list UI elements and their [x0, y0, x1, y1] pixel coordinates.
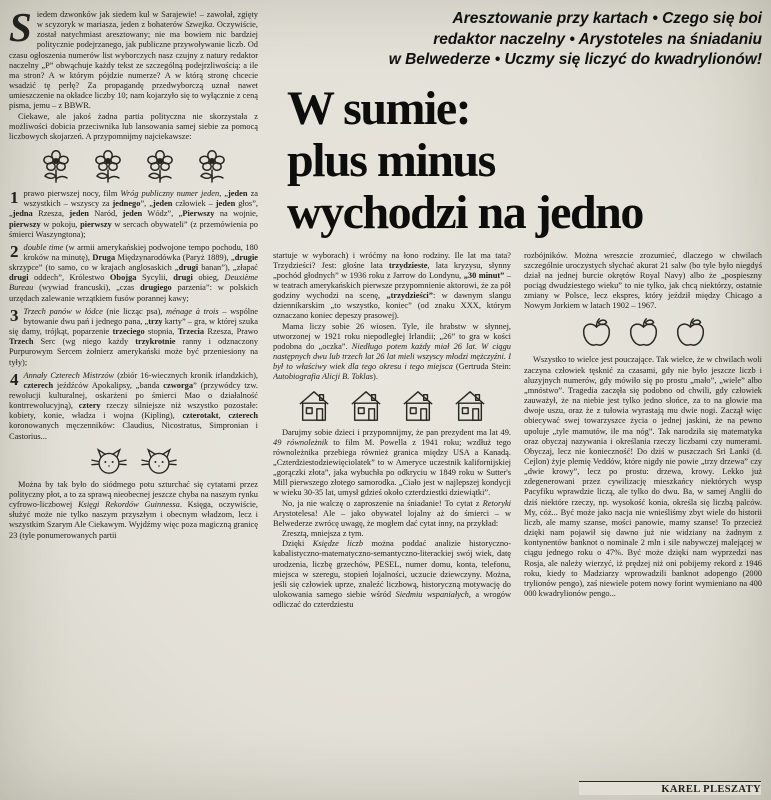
house-icon [451, 389, 489, 423]
byline: KAREL PLESZATY [579, 781, 761, 795]
list-number: 2 [10, 241, 19, 261]
house-icon-row [273, 389, 511, 423]
paragraph: Mama liczy sobie 26 wiosen. Tyle, ile hrabstw w słynnej, utworzonej w 1921 roku niepodległej Irlandii; „26” to gra w kości podobna do „oczka”. Niedługo potem każdy miał 26 lat. W ciągu następnych dwu lub trzech lat 26 lat mieli wszyscy młodzi mężczyźni. I był to właściwy wiek dla tego okresu i tego miejsca (Gertruda Stein: Autobiografia Alicji B. Toklas). [273, 321, 511, 382]
kicker-line-2: redaktor naczelny • Arystoteles na śniadaniu [433, 30, 762, 48]
kicker [273, 8, 762, 71]
cat-icon [91, 448, 127, 475]
headline-line-1: W sumie: [287, 81, 471, 135]
headline [273, 71, 762, 249]
house-icon [399, 389, 437, 423]
apple-icon [627, 317, 660, 350]
right-area [273, 8, 762, 792]
flower-icon [141, 148, 179, 184]
kicker-line-1: Aresztowanie przy kartach • Czego się boi [452, 10, 762, 27]
list-item-3: 3 Trzech panów w łódce (nie licząc psa), ménage à trois – wspólne bytowanie dwu pań i jednego pana, „trzy karty” – gra, w której szuka się damy, trójkąt, poparzenie trzeciego stopnia, Trzecia Rzesza, Prawo Trzech Serc (wg niego każdy trzykrotnie ranny i odznaczony Purpurowym Sercem żołnierz amerykański może być przeniesiony na tyły); [9, 305, 258, 367]
paragraph: rozbójników. Można wreszcie zrozumieć, dlaczego w chwilach szczególnie uroczystych słychać akurat 21 salw (bo tyle było niegdyś dział na jednej burcie okrętów Royal Navy) albo że „pospieszny pociąg dwudziestego wieku” to nie tylko, jak chcą niektórzy, ostatnie zmiany w Polsce, lecz ekspres, który jeździł między Chicago a Nowym Jorkiem w latach 1902 – 1967. [524, 250, 762, 311]
paragraph: Dzięki Księdze liczb można poddać analizie historyczno-kabalistyczno-matematyczno-semantyczno-literackiej swój wiek, datę urodzenia, liczbę grzechów, PESEL, numer domu, konta, telefonu, miejsca w szeregu, stopień lojalności, uczucie dziewczyny. Można, jeśli się człowiek uprze, znaleźć liczbową, historyczną motywację do ulokowania samego siebie wśród Siedmiu wspaniałych, a wrogów odliczać do czterdziestu [273, 539, 511, 610]
house-icon [347, 389, 385, 423]
cat-icon-row [9, 448, 258, 475]
paragraph: Zresztą, mniejsza z tym. [282, 529, 364, 539]
list-number: 4 [10, 369, 19, 389]
list-number: 3 [10, 305, 19, 325]
column-1 [9, 8, 258, 792]
paragraph: Ciekawe, ale jakoś żadna partia polityczna nie skorzystała z możliwości dobicia przeciwnika lub lansowania samej siebie za pomocą liczbowych skojarzeń. A przypomnijmy najciekawsze: [9, 111, 258, 141]
paragraph: Wszystko to wielce jest pouczające. Tak wielce, że w chwilach woli zaczyna człowiek tęsknić za czasami, gdy nie było jeszcze liczb i aluzyjnych numerów, gdy mówiło się po prostu „mało”, „wiele” albo „mnóstwo”. Tragedia zaczęła się podobno od chwili, gdy człowiek zauważył, że na niebie jest tylko jedno słońce, za to na głowie ma dwoje uszu, oraz że z tułowia wyrastają mu dwie nogi. Zaczął więc obiecywać swej towarzyszce życia o jednej jaskini, że na pewno upoluje „tyle mamutów, ile ma nóg”. Tak narodziła się matematyka oraz obyczaj nazywania i określania rzeczy liczbami czy numerami. Obyczaj, lecz nie konieczność! Do dziś w puszczach Sri Lanki (d. Cejlon) żyje plemię Veddów, które nigdy nie powie „trzy drzewa” czy „dwie krowy”, lecz po prostu: drzewa, krowy. Lekko już zdegenerowani przez cywilizację mieszkańcy niektórych wysp Pacyfiku wprawdzie liczą, ale tylko do dwu. Ba, w samej Anglii do dziś niektóre rzeczy, np. wysokość konia, określa się liczbą palców. My, cóż... Być może jako nacja nie wnieśliśmy zbyt wiele do historii liczb, ale mamy szanse, mości panowie, mamy szanse! To przecież dzięki nam pojawił się dawno już nie widziany na żadnym z kontynentów banknot o nominale 2 mln i sile nabywczej malejącej w ciągu jednego roku o 47%. Być może dzięki nam wyprzedzi nas Rosja, ale należy wierzyć, iż prędzej niż oni pobijemy rekord z 1946 roku, kiedy to Madziarzy wprowadzili banknot adopengo (2000 trylionów pengo), zaś niewiele potem nowy forint wymieniano na 400 000 kwadrylionów pengo... [524, 355, 762, 599]
drop-cap: S [9, 8, 32, 50]
flower-icon [89, 148, 127, 184]
paragraph: Darujmy sobie dzieci i przypomnijmy, że pan prezydent ma lat 49. 49 równoleżnik to film M. Powella z 1941 roku; wzdłuż tego równoleżnika przebiega również granica między USA a Kanadą. „Czterdziestodziewięciolatek” to w Ameryce uczestnik kalifornijskiej „gorączki złota”, jaka wybuchła po odkryciu w 1849 roku w Sutter's Mill pierwszego złotego samorodka. „Ciało jest w najlepszej kondycji w wieku 30-35 lat, umysł gdzieś około czterdziestki dziewiątki”. [273, 427, 511, 498]
body-columns [273, 251, 762, 793]
apple-icon [580, 317, 613, 350]
house-icon [295, 389, 333, 423]
paragraph: Siedem dzwonków jak siedem kul w Sarajewie! – zawołał, zgięty w scyzoryk w mariasza, jeden z bohaterów Szwejka. Oczywiście, został natychmiast aresztowany; nie ma bowiem nic bardziej politycznie podejrzanego, jak publiczne przywoływanie liczb. Od czasu ogłoszenia numerów list wyborczych nasz czujny z natury redaktor naczelny „P” obwąchuje każdy tekst ze szczególną podejrzliwością: a ile ma stron? A w którym pójdzie numerze? A w którą stronę chcecie wsadzić tę perłę? Za propagandę przedwyborczą uznał nawet umieszczenie na okładce liczby 10; nam kojarzyło się to wyłącznie z ceną pisma, jemu – z BBWR. [9, 8, 258, 111]
column-3 [524, 251, 762, 793]
flower-icon-row [9, 148, 258, 184]
flower-icon [37, 148, 75, 184]
apple-icon [674, 317, 707, 350]
list-number: 1 [10, 188, 19, 208]
cat-icon [141, 448, 177, 475]
headline-line-3: wychodzi na jedno [287, 185, 643, 239]
paragraph: No, ja nie walczę o zaproszenie na śniadanie! To cytat z Retoryki Arystotelesa! Ale – jako obywatel lojalny aż do śmierci – w Belwederze zwrócę uwagę, że mogłem dać cytat inny, na przykład: [273, 498, 511, 528]
apple-icon-row [524, 317, 762, 350]
kicker-line-3: w Belwederze • Uczmy się liczyć do kwadrylionów! [388, 51, 762, 68]
list-item-2: 2 double time (w armii amerykańskiej podwojone tempo pochodu, 180 kroków na minutę), Druga Międzynarodówka (Paryż 1889), „drugie skrzypce” (to samo, co w krajach anglosaskich „drugi banan”), „złapać drugi oddech”, Królestwo Obojga Sycylii, drugi obieg, Deuxième Bureau (wywiad francuski), „czas drugiego parzenia”: w polskich urzędach zalewanie wrzątkiem fusów porannej kawy; [9, 241, 258, 303]
headline-line-2: plus minus [287, 133, 495, 187]
column-2 [273, 251, 511, 793]
list-item-1: 1 prawo pierwszej nocy, film Wróg publiczny numer jeden, „jeden za wszystkich – wszyscy za jednego”, „jeden człowiek – jeden głos”, „jedna Rzesza, jeden Naród, jeden Wódz”, „Pierwszy na wojnie, pierwszy w pokoju, pierwszy w sercach obywateli” (z przemówienia po śmierci Waszyngtona); [9, 188, 258, 239]
list-item-4: 4 Annały Czterech Mistrzów (zbiór 16-wiecznych kronik irlandzkich), czterech jeźdźców Apokalipsy, „banda czworga” (przywódcy tzw. rewolucji kulturalnej, oskarżeni po śmierci Mao o działalność kontrrewolucyjną), cztery rzeczy silniejsze niż wszystko pozostałe: kobiety, konie, władza i wojna (Kipling), czterotakt, czterech koronowanych męczenników: Claudius, Nicostratus, Simpronian i Castorius... [9, 369, 258, 441]
paragraph: Można by tak było do siódmego potu szturchać się cytatami przez polityczny płot, a to za sprawą nieobecnej jeszcze chyba na naszym rynku cyfrowo-liczbowej Księgi Rekordów Guinnessa. Księga, oczywiście, służyć może nie tylko naszym przyszłym i obecnym władzom, lecz i wszystkim Szarym Ale Ciekawym. Wyjdźmy więc poza magiczną granicę 23 (tyle ponumerowanych partii [9, 479, 258, 540]
paragraph: startuje w wyborach) i wróćmy na łono rodziny. Ile lat ma tata? Trzydzieści? Jest: głośne lata trzydzieste, lata kryzysu, słynny „pochód głodnych” w 1936 roku z Jarrow do Londynu, „30 minut” – w teatrach amerykańskich pierwsze przypomnienie aktorowi, że za pół godziny wychodzi na scenę, „trzydzieści”: w dawnym slangu dziennikarskim „to wszystko, koniec” (od znaku XXX, którym oznaczano koniec depeszy prasowej). [273, 250, 511, 321]
flower-icon [193, 148, 231, 184]
